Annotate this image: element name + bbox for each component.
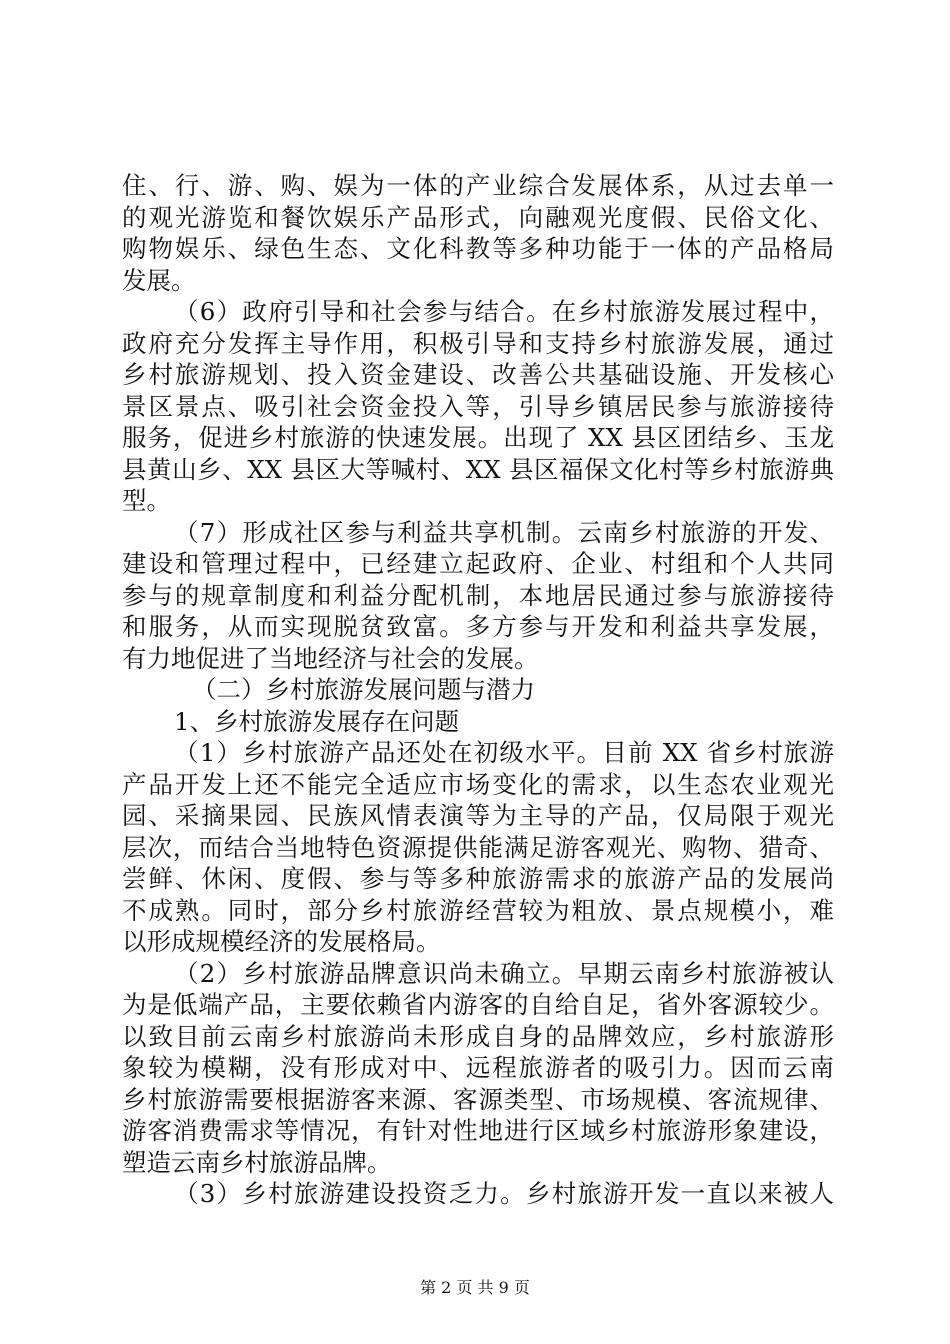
text-line: （6）政府引导和社会参与结合。在乡村旅游发展过程中，: [174, 297, 834, 326]
text-line: 以形成规模经济的发展格局。: [122, 927, 441, 956]
text-line: 发展。: [122, 265, 196, 295]
text-line: 以致目前云南乡村旅游尚未形成自身的品牌效应，乡村旅游形: [122, 1021, 834, 1051]
text-line: 的观光游览和餐饮娱乐产品形式，向融观光度假、民俗文化、: [122, 202, 834, 232]
text-line: 县黄山乡、XX 县区大等喊村、XX 县区福保文化村等乡村旅游典: [122, 454, 834, 484]
text-line: 塑造云南乡村旅游品牌。: [122, 1147, 392, 1177]
text-line: 园、采摘果园、民族风情表演等为主导的产品，仅局限于观光: [122, 801, 834, 830]
document-body: [122, 170, 834, 1210]
text-line: 象较为模糊，没有形成对中、远程旅游者的吸引力。因而云南: [122, 1053, 834, 1082]
text-line: （7）形成社区参与利益共享机制。云南乡村旅游的开发、: [174, 517, 834, 547]
text-line: 为是低端产品，主要依赖省内游客的自给自足，省外客源较少。: [122, 990, 834, 1019]
text-line: （二）乡村旅游发展问题与潜力: [192, 675, 535, 704]
text-line: 乡村旅游需要根据游客来源、客源类型、市场规模、客流规律、: [122, 1084, 834, 1114]
text-line: 尝鲜、休闲、度假、参与等多种旅游需求的旅游产品的发展尚: [122, 864, 834, 893]
page-footer: 第 2 页 共 9 页: [420, 1278, 530, 1297]
text-line: 购物娱乐、绿色生态、文化科教等多种功能于一体的产品格局: [122, 234, 834, 263]
text-line: 型。: [122, 486, 171, 515]
text-line: （3）乡村旅游建设投资乏力。乡村旅游开发一直以来被人: [174, 1179, 834, 1208]
text-line: （1）乡村旅游产品还处在初级水平。目前 XX 省乡村旅游: [174, 738, 834, 767]
text-line: 服务，促进乡村旅游的快速发展。出现了 XX 县区团结乡、玉龙: [122, 423, 834, 452]
text-line: 和服务，从而实现脱贫致富。多方参与开发和利益共享发展，: [122, 612, 834, 641]
text-line: 建设和管理过程中，已经建立起政府、企业、村组和个人共同: [122, 549, 834, 578]
text-line: （2）乡村旅游品牌意识尚未确立。早期云南乡村旅游被认: [174, 958, 834, 988]
text-line: 住、行、游、购、娱为一体的产业综合发展体系，从过去单一: [122, 171, 834, 200]
text-line: 乡村旅游规划、投入资金建设、改善公共基础设施、开发核心: [122, 360, 834, 389]
text-line: 层次，而结合当地特色资源提供能满足游客观光、购物、猎奇、: [122, 832, 834, 862]
text-line: 参与的规章制度和利益分配机制，本地居民通过参与旅游接待: [122, 580, 834, 610]
text-line: 不成熟。同时，部分乡村旅游经营较为粗放、景点规模小，难: [122, 895, 834, 925]
text-line: 产品开发上还不能完全适应市场变化的需求，以生态农业观光: [122, 769, 834, 799]
text-line: 游客消费需求等情况，有针对性地进行区域乡村旅游形象建设，: [122, 1116, 834, 1145]
text-line: 有力地促进了当地经济与社会的发展。: [122, 643, 539, 673]
text-line: 1、乡村旅游发展存在问题: [174, 706, 460, 736]
text-line: 政府充分发挥主导作用，积极引导和支持乡村旅游发展，通过: [122, 328, 834, 358]
text-line: 景区景点、吸引社会资金投入等，引导乡镇居民参与旅游接待: [122, 391, 834, 421]
